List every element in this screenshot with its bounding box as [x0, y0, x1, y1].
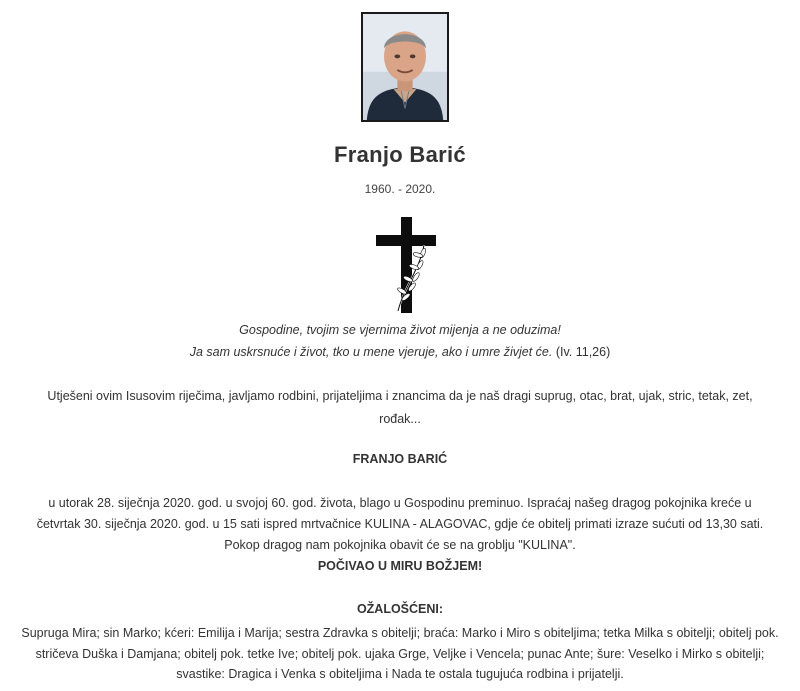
mourners-heading: OŽALOŠĆENI:: [356, 602, 444, 616]
announcement-text: u utorak 28. siječnja 2020. god. u svojoj 60. god. života, blago u Gospodinu preminuo. Ispraćaj našeg dragog pokojnika kreće u četvrtak 30. siječnja 2020. god. u 15 sati ispred mrtvačnice KULINA - ALAGOVAC, gdje će obitelj primati izraze sućuti od 13,30 sati. Pokop dragog nam pokojnika obavit će se na groblju "KULINA".: [36, 496, 764, 552]
verse-reference: (Iv. 11,26): [552, 345, 611, 359]
portrait-photo: [361, 12, 449, 122]
announcement-paragraph: [30, 493, 770, 577]
cross-with-branch-icon: [376, 217, 436, 313]
verse-line-2: [0, 341, 800, 363]
deceased-name: Franjo Barić: [334, 142, 466, 167]
rest-in-peace-line: POČIVAO U MIRU BOŽJEM!: [317, 559, 483, 573]
verse-line-1-text: Gospodine, tvojim se vjernima život mijenja a ne oduzima!: [239, 323, 561, 337]
verse-line-2-text: Ja sam uskrsnuće i život, tko u mene vjeruje, ako i umre živjet će.: [189, 345, 553, 359]
portrait-image: [363, 14, 447, 120]
bible-verse: [0, 319, 800, 363]
verse-line-1: [0, 319, 800, 341]
mourners-list: Supruga Mira; sin Marko; kćeri: Emilija i Marija; sestra Zdravka s obitelji; braća: Marko i Miro s obiteljima; tetka Milka s obitelji; obitelj pok. stričeva Duška i Damjana; obitelj pok. tetke Ive; obitelj pok. ujaka Grge, Veljke i Vencela; punac Ante; šure: Veselko i Mirko s obitelji; svastike: Dragica i Venka s obiteljima i Nada te ostala tugujuća rodbina i prijatelji.: [21, 626, 779, 681]
deceased-name-heading: FRANJO BARIĆ: [352, 452, 448, 466]
intro-paragraph: Utješeni ovim Isusovim riječima, javljamo rodbini, prijateljima i znancima da je naš dragi suprug, otac, brat, ujak, stric, tetak, zet, rođak...: [47, 389, 753, 426]
life-years: 1960. - 2020.: [364, 182, 436, 196]
